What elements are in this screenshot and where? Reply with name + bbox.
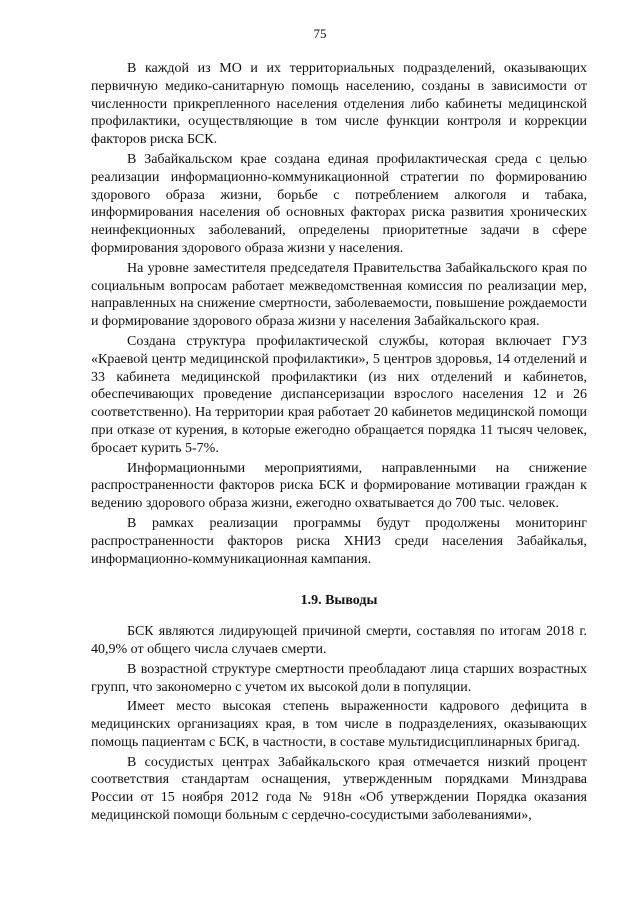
paragraph: БСК являются лидирующей причиной смерти, составляя по итогам 2018 г. 40,9% от общего числа случаев смерти. bbox=[91, 624, 587, 657]
paragraph: В Забайкальском крае создана единая профилактическая среда с целью реализации информационно-коммуникационной стратегии по формированию здорового образа жизни, борьбе с потреблением алкоголя и табака, информирования населения об основных факторах риска развития хронических неинфекционных заболеваний, определены приоритетные задачи в сфере формирования здорового образа жизни у населения. bbox=[91, 151, 587, 256]
page-number: 75 bbox=[313, 26, 327, 41]
paragraph: В сосудистых центрах Забайкальского края отмечается низкий процент соответствия стандартам оснащения, утвержденным порядками Минздрава России от 15 ноября 2012 года № 918н «Об утверждении Порядка оказания медицинской помощи больным с сердечно-сосудистыми заболеваниями», bbox=[91, 754, 587, 824]
paragraph: В каждой из МО и их территориальных подразделений, оказывающих первичную медико-санитарную помощь населению, созданы в зависимости от численности прикрепленного населения отделения либо кабинеты медицинской профилактики, осуществляющие в том числе функции контроля и коррекции факторов риска БСК. bbox=[91, 61, 587, 148]
document-body bbox=[91, 60, 587, 825]
paragraph: В возрастной структуре смертности преобладают лица старших возрастных групп, что закономерно с учетом их высокой доли в популяции. bbox=[91, 661, 587, 695]
paragraph: Имеет место высокая степень выраженности кадрового дефицита в медицинских организациях края, в том числе в подразделениях, оказывающих помощь пациентам с БСК, в частности, в составе мультидисциплинарных бригад. bbox=[91, 699, 587, 750]
paragraph: На уровне заместителя председателя Правительства Забайкальского края по социальным вопросам работает межведомственная комиссия по реализации мер, направленных на снижение смертности, заболеваемости, повышение рождаемости и формирование здорового образа жизни у населения Забайкальского края. bbox=[91, 260, 587, 330]
section-heading: 1.9. Выводы bbox=[300, 593, 378, 609]
paragraph: Создана структура профилактической службы, которая включает ГУЗ «Краевой центр медицинской профилактики», 5 центров здоровья, 14 отделений и 33 кабинета медицинской профилактики (из них отделений и кабинетов, обеспечивающих проведение диспансеризации взрослого населения 12 и 26 соответственно). На территории края работает 20 кабинетов медицинской помощи при отказе от курения, в которые ежегодно обращается порядка 11 тысяч человек, бросает курить 5-7%. bbox=[91, 333, 587, 456]
paragraph: В рамках реализации программы будут продолжены мониторинг распространенности факторов риска ХНИЗ среди населения Забайкалья, информационно-коммуникационная кампания. bbox=[91, 515, 587, 567]
paragraph: Информационными мероприятиями, направленными на снижение распространенности факторов риска БСК и формирование мотивации граждан к ведению здорового образа жизни, ежегодно охватывается до 700 тыс. человек. bbox=[91, 460, 587, 512]
